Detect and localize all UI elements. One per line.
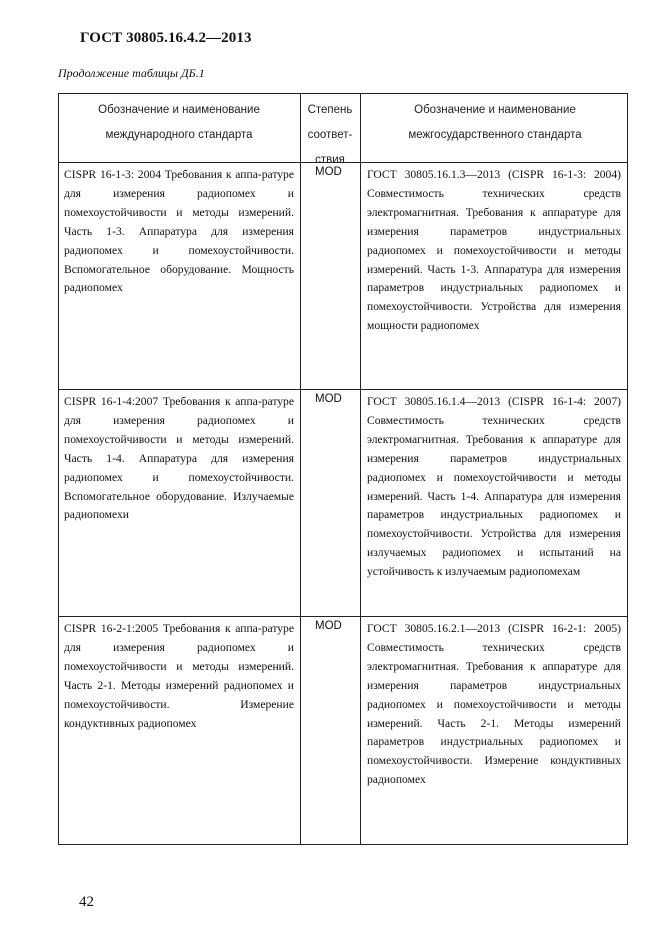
document-code: ГОСТ 30805.16.4.2—2013: [80, 30, 252, 46]
table-continuation-caption: Продолжение таблицы ДБ.1: [58, 66, 205, 80]
column-divider: [300, 94, 301, 844]
table-row-3-degree: MOD: [315, 620, 342, 632]
table-row-1-degree: MOD: [315, 166, 342, 178]
row-divider: [59, 616, 627, 617]
table-row-1-interstate: ГОСТ 30805.16.1.3—2013 (CISPR 16-1-3: 2004) Совместимость технических средств электромагнитная. Требования к аппаратуре для измерения параметров индустриальных радиопомех и помехоустойчивости и методы измерений. Часть 1-3. Аппаратура для измерения параметров индустриальных радиопомех и помехоустойчивости. Устройства для измерения мощности радиопомех: [367, 168, 621, 333]
column-header-international: Обозначение и наименование международного стандарта: [98, 104, 260, 141]
table-row-2-interstate: ГОСТ 30805.16.1.4—2013 (CISPR 16-1-4: 2007) Совместимость технических средств электромагнитная. Требования к аппаратуре для измерения параметров индустриальных радиопомех и помехоустойчивости и методы измерений. Часть 1-4. Аппаратура для измерения параметров индустриальных радиопомех и помехоустойчивости. Устройства для измерения излучаемых радиопомех и испытаний на устойчивость к излучаемым радиопомехам: [367, 395, 621, 579]
table-row-3-interstate: ГОСТ 30805.16.2.1—2013 (CISPR 16-2-1: 2005) Совместимость технических средств электромагнитная. Требования к аппаратуре для измерения параметров индустриальных радиопомех и помехоустойчивости и методы измерений. Часть 2-1. Методы измерений параметров индустриальных радиопомех и помехоустойчивости. Измерение кондуктивных радиопомех: [367, 622, 621, 787]
table-row-3-international: CISPR 16-2-1:2005 Требования к аппа-ратуре для измерения радиопомех и помехоустойчивости и методы измерений. Часть 2-1. Методы измерений радиопомех и помехоустойчивости. Измерение кондуктивных радиопомех: [64, 622, 294, 730]
table-row-1-international: CISPR 16-1-3: 2004 Требования к аппа-ратуре для измерения радиопомех и помехоустойчивости и методы измерений. Часть 1-3. Аппаратура для измерения радиопомех и помехоустойчивости. Вспомогательное оборудование. Мощность радиопомех: [64, 168, 294, 295]
page-number: 42: [79, 894, 94, 910]
standards-table: [58, 93, 628, 845]
table-row-2-international: CISPR 16-1-4:2007 Требования к аппа-ратуре для измерения радиопомех и помехоустойчивости и методы измерений. Часть 1-4. Аппаратура для измерения радиопомех и помехоустойчивости. Вспомогательное оборудование. Излучаемые радиопомехи: [64, 395, 294, 522]
column-header-interstate: Обозначение и наименование межгосударственного стандарта: [408, 104, 582, 141]
table-row-2-degree: MOD: [315, 393, 342, 405]
column-divider: [360, 94, 361, 844]
column-header-degree: Степень соответ-ствия: [307, 104, 353, 166]
row-divider: [59, 389, 627, 390]
